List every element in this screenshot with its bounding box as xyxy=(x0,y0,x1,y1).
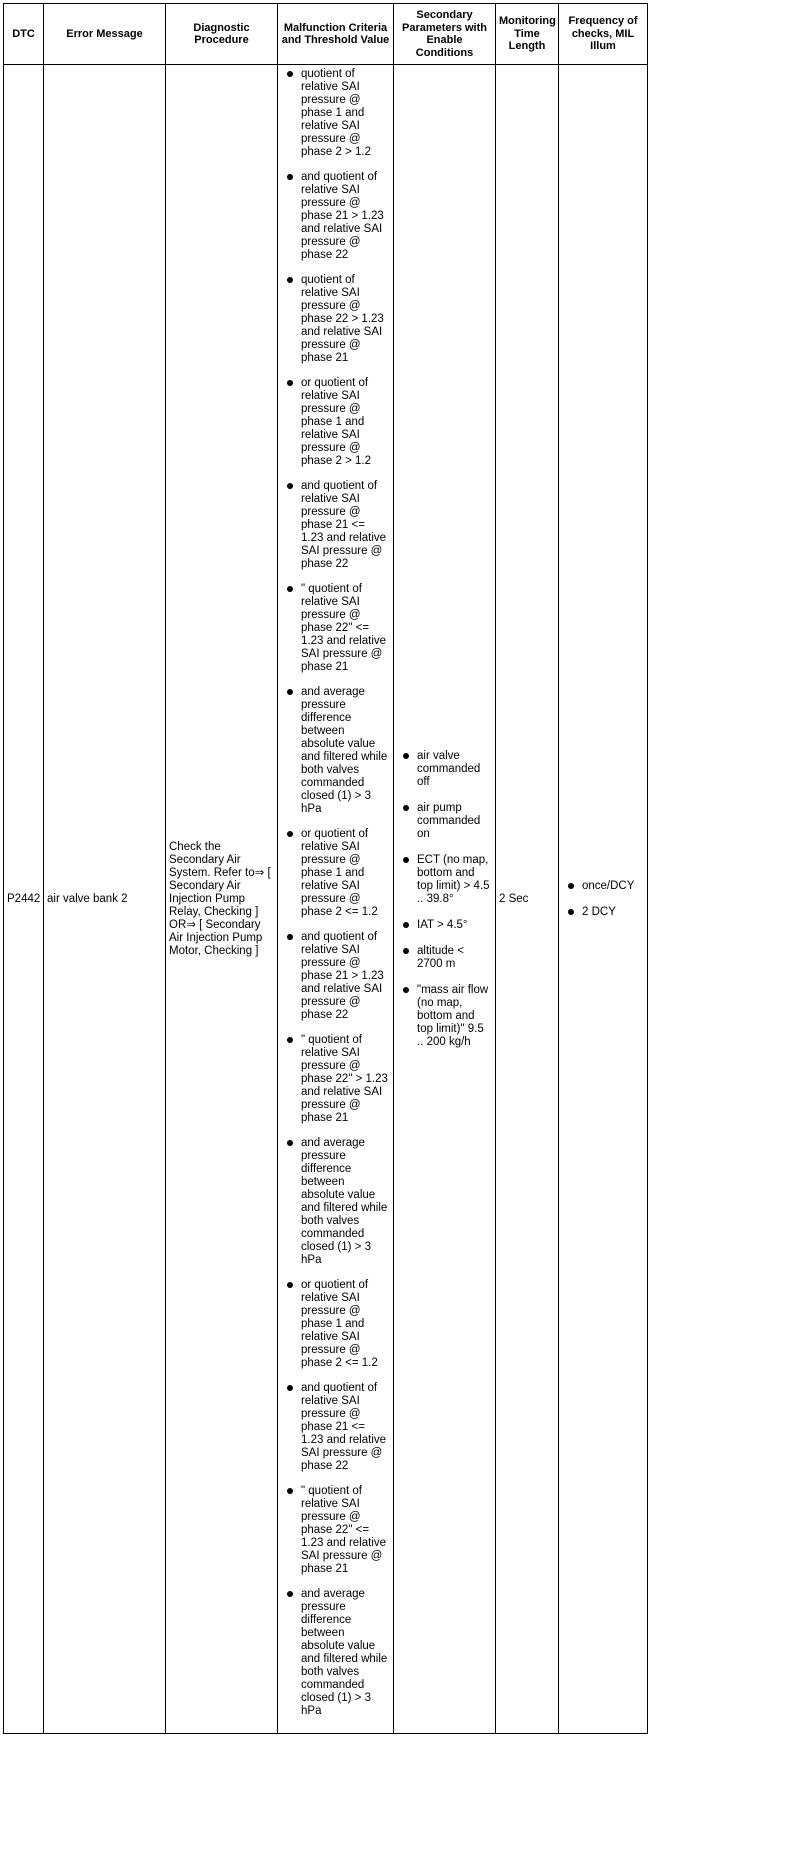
criteria-item: and quotient of relative SAI pressure @ phase 21 > 1.23 and relative SAI pressure @ phase 22 xyxy=(281,171,390,262)
parameter-item: IAT > 4.5° xyxy=(397,919,492,932)
criteria-item: " quotient of relative SAI pressure @ phase 22" <= 1.23 and relative SAI pressure @ phase 21 xyxy=(281,583,390,674)
header-monitoring-time: Monitoring Time Length xyxy=(496,4,559,65)
frequency-list xyxy=(562,880,644,919)
header-error-message: Error Message xyxy=(44,4,166,65)
header-frequency: Frequency of checks, MIL Illum xyxy=(559,4,648,65)
header-secondary-parameters: Secondary Parameters with Enable Conditions xyxy=(394,4,496,65)
criteria-item: quotient of relative SAI pressure @ phase 1 and relative SAI pressure @ phase 2 > 1.2 xyxy=(281,68,390,159)
criteria-item: " quotient of relative SAI pressure @ phase 22" <= 1.23 and relative SAI pressure @ phase 21 xyxy=(281,1485,390,1576)
criteria-item: and quotient of relative SAI pressure @ phase 21 <= 1.23 and relative SAI pressure @ phase 22 xyxy=(281,480,390,571)
header-malfunction-criteria: Malfunction Criteria and Threshold Value xyxy=(278,4,394,65)
parameter-item: ECT (no map, bottom and top limit) > 4.5 .. 39.8° xyxy=(397,854,492,906)
cell-diagnostic-procedure: Check the Secondary Air System. Refer to⇒ [ Secondary Air Injection Pump Relay, Checking ] OR⇒ [ Secondary Air Injection Pump Motor, Checking ] xyxy=(166,65,278,1734)
header-diagnostic-procedure: Diagnostic Procedure xyxy=(166,4,278,65)
criteria-item: or quotient of relative SAI pressure @ phase 1 and relative SAI pressure @ phase 2 > 1.2 xyxy=(281,377,390,468)
criteria-item: or quotient of relative SAI pressure @ phase 1 and relative SAI pressure @ phase 2 <= 1.2 xyxy=(281,1279,390,1370)
parameter-item: air pump commanded on xyxy=(397,802,492,841)
criteria-item: or quotient of relative SAI pressure @ phase 1 and relative SAI pressure @ phase 2 <= 1.2 xyxy=(281,828,390,919)
criteria-list xyxy=(281,68,390,1718)
criteria-item: and average pressure difference between absolute value and filtered while both valves commanded closed (1) > 3 hPa xyxy=(281,1588,390,1718)
cell-error-message: air valve bank 2 xyxy=(44,65,166,1734)
criteria-item: " quotient of relative SAI pressure @ phase 22" > 1.23 and relative SAI pressure @ phase 21 xyxy=(281,1034,390,1125)
parameter-item: altitude < 2700 m xyxy=(397,945,492,971)
criteria-item: quotient of relative SAI pressure @ phase 22 > 1.23 and relative SAI pressure @ phase 21 xyxy=(281,274,390,365)
cell-frequency xyxy=(559,65,648,1734)
criteria-item: and quotient of relative SAI pressure @ phase 21 > 1.23 and relative SAI pressure @ phase 22 xyxy=(281,931,390,1022)
table-row xyxy=(4,65,648,1734)
cell-secondary-parameters xyxy=(394,65,496,1734)
parameter-item: "mass air flow (no map, bottom and top limit)" 9.5 .. 200 kg/h xyxy=(397,984,492,1049)
frequency-item: once/DCY xyxy=(562,880,644,893)
secondary-parameters-list xyxy=(397,750,492,1049)
dtc-table xyxy=(3,3,648,1734)
criteria-item: and average pressure difference between absolute value and filtered while both valves commanded closed (1) > 3 hPa xyxy=(281,686,390,816)
header-dtc: DTC xyxy=(4,4,44,65)
header-row xyxy=(4,4,648,65)
cell-monitoring-time: 2 Sec xyxy=(496,65,559,1734)
criteria-item: and quotient of relative SAI pressure @ phase 21 <= 1.23 and relative SAI pressure @ phase 22 xyxy=(281,1382,390,1473)
frequency-item: 2 DCY xyxy=(562,906,644,919)
criteria-item: and average pressure difference between absolute value and filtered while both valves commanded closed (1) > 3 hPa xyxy=(281,1137,390,1267)
cell-dtc: P2442 xyxy=(4,65,44,1734)
cell-malfunction-criteria xyxy=(278,65,394,1734)
parameter-item: air valve commanded off xyxy=(397,750,492,789)
